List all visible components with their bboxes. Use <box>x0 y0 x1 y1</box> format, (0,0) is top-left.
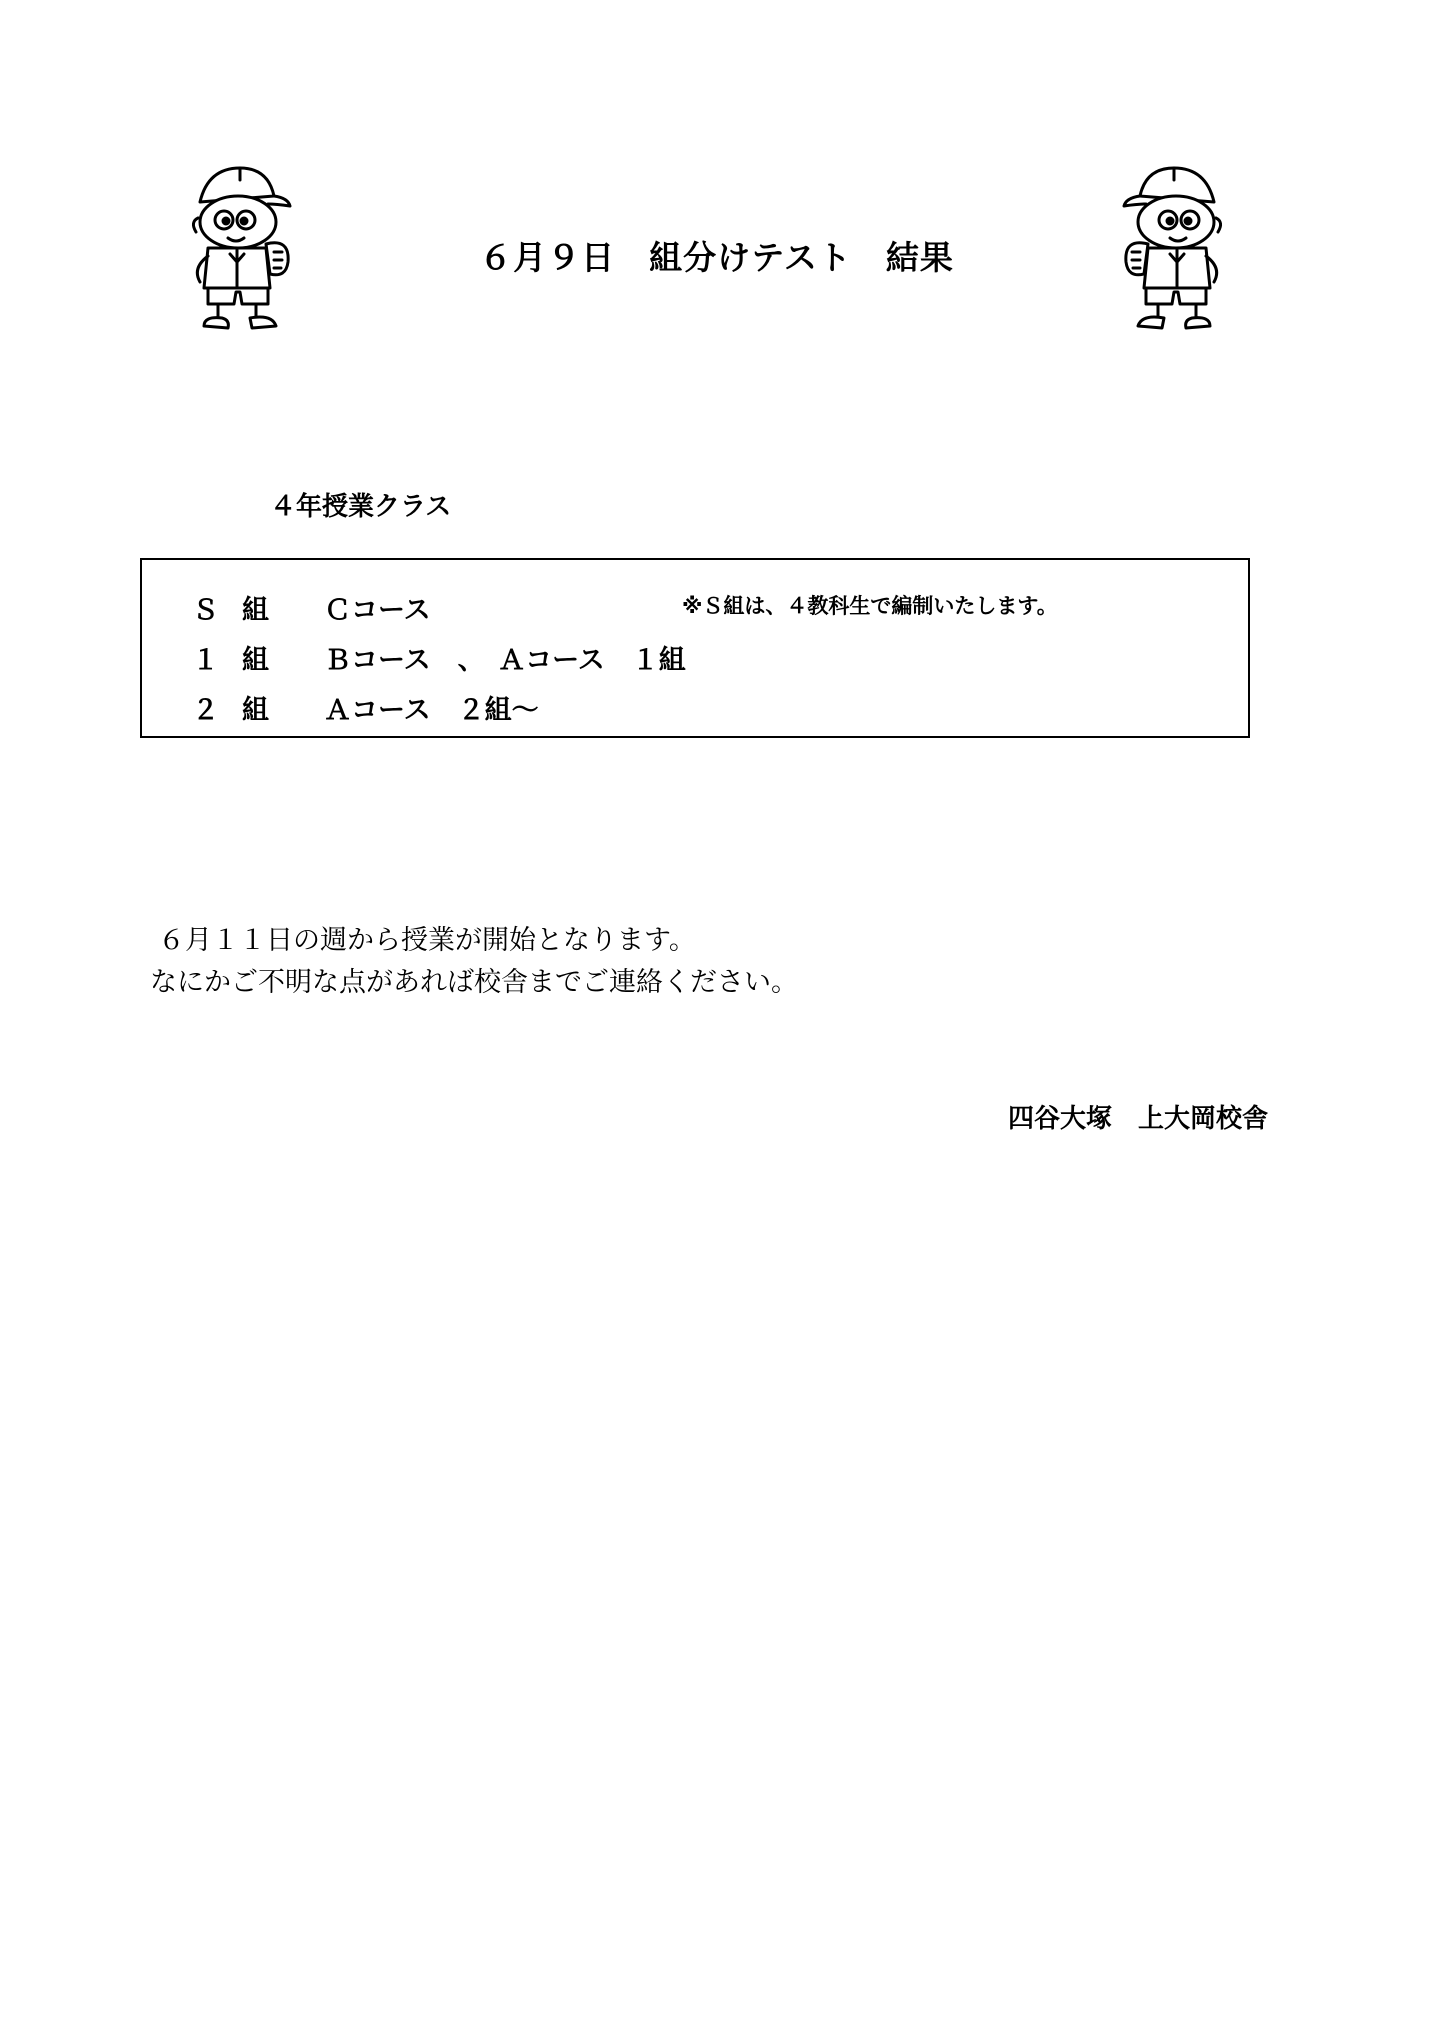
group-kumi: 組 <box>242 695 269 726</box>
page-title: ６月９日 組分けテスト 結果 <box>479 238 954 277</box>
group-kumi: 組 <box>242 645 269 676</box>
group-letter: Ｓ <box>192 595 219 626</box>
group-kumi: 組 <box>242 595 269 626</box>
section-title: ４年授業クラス <box>270 492 452 522</box>
group-course: Ｃコース <box>324 595 431 626</box>
group-course: Ｂコース 、 Ａコース １組 <box>324 645 686 676</box>
group-letter: ２ <box>192 695 219 726</box>
baseball-kid-icon <box>1116 160 1236 335</box>
group-note: ※Ｓ組は、４教科生で編制いたします。 <box>682 594 1058 618</box>
group-course: Ａコース ２組～ <box>324 695 539 726</box>
class-group-box <box>140 558 1250 738</box>
signature: 四谷大塚 上大岡校舎 <box>1007 1104 1268 1134</box>
message-line: ６月１１日の週から授業が開始となります。 <box>158 925 696 956</box>
message-line: なにかご不明な点があれば校舎までご連絡ください。 <box>150 967 798 998</box>
group-letter: １ <box>192 645 219 676</box>
